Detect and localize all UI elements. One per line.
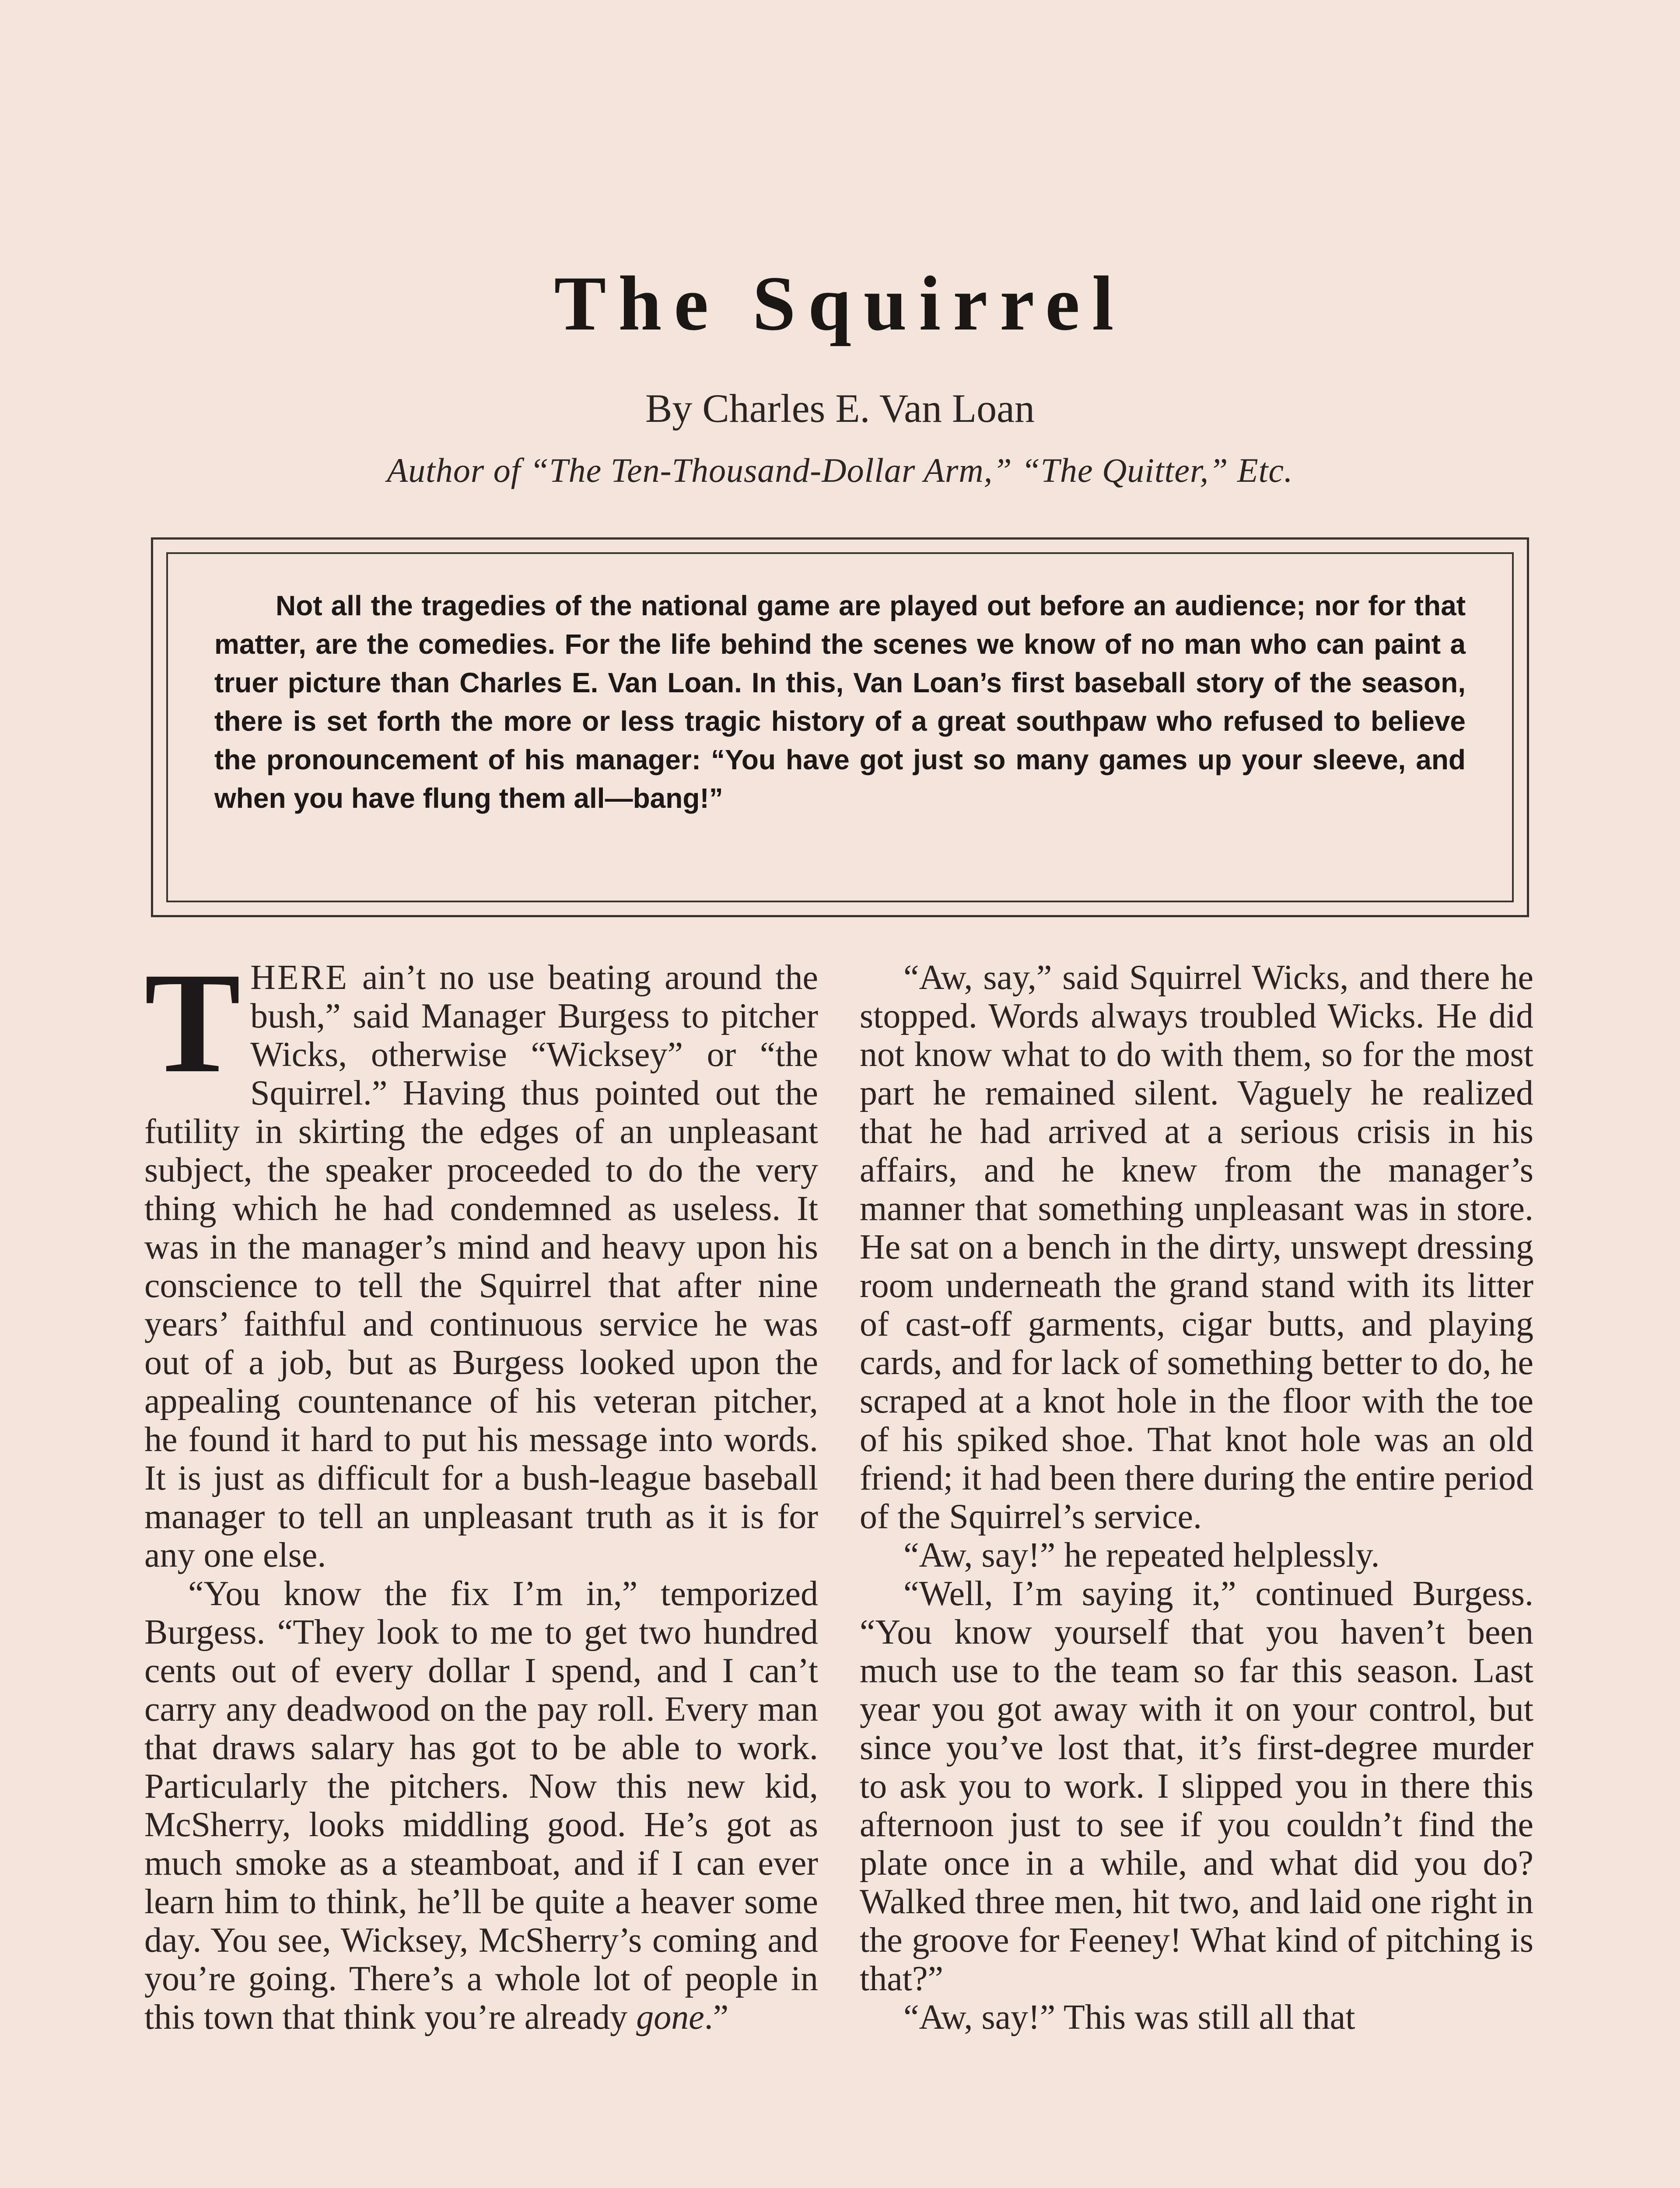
paragraph-end: .” bbox=[704, 1998, 729, 2037]
paragraph: “Aw, say!” This was still all that bbox=[903, 1998, 1355, 2037]
left-column bbox=[144, 943, 818, 2037]
paragraph: “Well, I’m saying it,” continued Burgess. “You know yourself that you haven’t been much use to the team so far this season. Last year you got away with it on your control, but since you’ve lost that, it’s first-degree murder to ask you to work. I slipped you in there this afternoon just to see if you couldn’t find the plate once in a while, and what did you do? Walked three men, hit two, and laid one right in the groove for Feeney! What kind of pitching is that?” bbox=[860, 1574, 1533, 1998]
paragraph-text: “You know the fix I’m in,” temporized Burgess. “They look to me to get two hundred cents out of every dollar I spend, and I can’t carry any deadwood on the pay roll. Every man that draws salary has got to be able to work. Particularly the pitchers. Now this new kid, McSherry, looks middling good. He’s got as much smoke as a steamboat, and if I can ever learn him to think, he’ll be quite a heaver some day. You see, Wicksey, McSherry’s coming and you’re going. There’s a whole lot of people in this town that think you’re already bbox=[144, 1574, 818, 2037]
opening-word: HERE bbox=[250, 958, 349, 997]
paragraph: “Aw, say!” he repeated helplessly. bbox=[903, 1536, 1380, 1574]
paragraph: “Aw, say,” said Squirrel Wicks, and there he stopped. Words always troubled Wicks. He did not know what to do with them, so for the most part he remained silent. Vaguely he realized that he had arrived at a serious crisis in his affairs, and he knew from the manager’s manner that something unpleasant was in store. He sat on a bench in the dirty, unswept dressing room underneath the grand stand with its litter of cast-off garments, cigar butts, and playing cards, and for lack of something better to do, he scraped at a knot hole in the floor with the toe of his spiked shoe. That knot hole was an old friend; it had been there during the entire period of the Squirrel’s service. bbox=[860, 958, 1533, 1536]
opening-paragraph bbox=[144, 943, 818, 1574]
right-column bbox=[860, 958, 1533, 2037]
byline: By Charles E. Van Loan bbox=[645, 386, 1035, 431]
paragraph bbox=[144, 1574, 818, 2037]
author-credits: Author of “The Ten-Thousand-Dollar Arm,” “The Quitter,” Etc. bbox=[387, 451, 1293, 489]
drop-cap: T bbox=[144, 943, 241, 1103]
opening-paragraph-text: ain’t no use beating around the bush,” said Manager Burgess to pitcher Wicks, otherwise “Wicksey” or “the Squirrel.” Having thus pointed out the futility in skirting the edges of an unpleasant subject, the speaker proceeded to do the very thing which he had condemned as useless. It was in the manager’s mind and heavy upon his conscience to tell the Squirrel that after nine years’ faithful and continuous service he was out of a job, but as Burgess looked upon the appealing countenance of his veteran pitcher, he found it hard to put his message into words. It is just as difficult for a bush-league baseball manager to tell an unpleasant truth as it is for any one else. bbox=[144, 958, 818, 1574]
intro-blurb: Not all the tragedies of the national game are played out before an audience; nor for that matter, are the comedies. For the life behind the scenes we know of no man who can paint a truer picture than Charles E. Van Loan. In this, Van Loan’s first baseball story of the season, there is set forth the more or less tragic history of a great southpaw who refused to believe the pronouncement of his manager: “You have got just so many games up your sleeve, and when you have flung them all—bang!” bbox=[214, 590, 1466, 814]
story-title: The Squirrel bbox=[554, 260, 1126, 347]
italic-word: gone bbox=[636, 1998, 704, 2037]
